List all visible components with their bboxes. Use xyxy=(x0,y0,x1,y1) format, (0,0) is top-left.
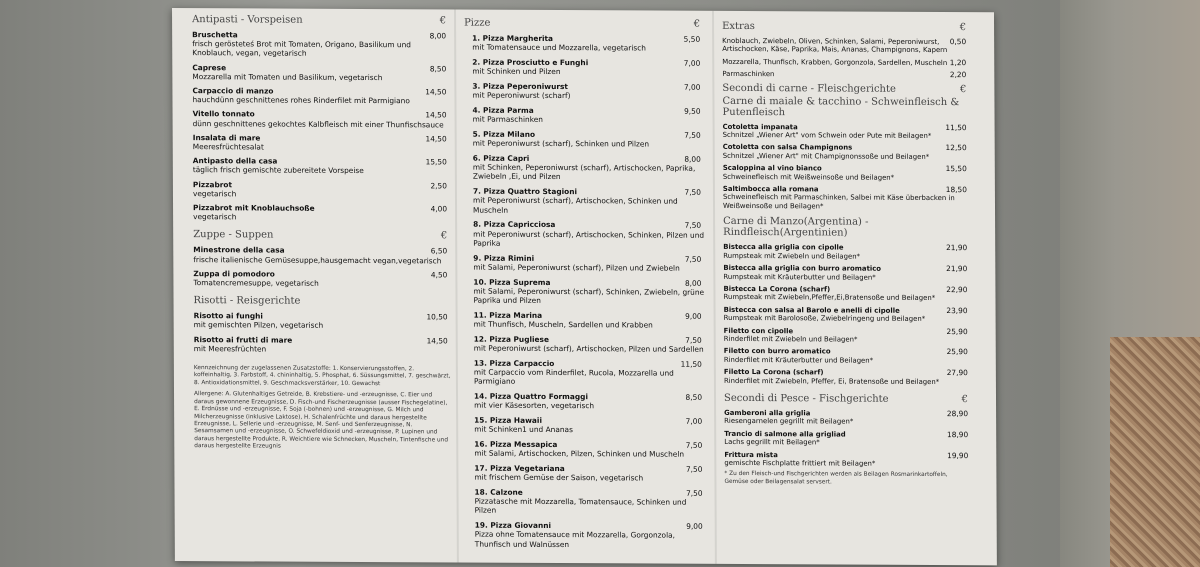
menu-item xyxy=(464,34,704,54)
dish-price: 25,90 xyxy=(946,326,968,336)
dish-description: mit Schinken, Peperoniwurst (scharf), Artischocken, Paprika, Zwiebeln ,Ei, und Pilzen xyxy=(472,162,696,182)
menu-item xyxy=(724,306,972,324)
dish-description: frische italienische Gemüsesuppe,hausgemacht vegan,vegetarisch xyxy=(193,254,442,266)
menu-item xyxy=(465,277,705,306)
menu-item xyxy=(466,488,706,517)
dish-description: Mozzarella, Thunfisch, Krabben, Gorgonzola, Sardellen, Muscheln xyxy=(722,57,948,67)
menu-item xyxy=(192,30,450,59)
menu-item xyxy=(194,335,452,355)
menu-item xyxy=(192,86,450,106)
section-title: Antipasti - Vorspeisen € xyxy=(192,14,447,27)
dish-description: Rumpsteak mit Zwiebeln,Pfeffer,Ei,Bratensoße und Beilagen* xyxy=(723,293,936,303)
dish-description: Schweinefleisch mit Weißweinsoße und Beilagen* xyxy=(722,172,895,182)
dish-price: 7,50 xyxy=(685,335,702,345)
dish-description: Schnitzel „Wiener Art" vom Schwein oder Pute mit Beilagen* xyxy=(722,130,932,141)
dish-description: Lachs gegrillt mit Beilagen* xyxy=(724,438,820,447)
dish-name: Minestrone della casa xyxy=(193,245,285,256)
dish-description: mit gemischten Pilzen, vegetarisch xyxy=(193,320,324,331)
dish-description: mit Parmaschinken xyxy=(472,114,543,125)
dish-description: mit Salami, Peperoniwurst (scharf), Pilzen und Zwiebeln xyxy=(473,262,680,273)
dish-description: mit Thunfisch, Muscheln, Sardellen und Krabben xyxy=(473,319,653,330)
dish-name: Risotto ai funghi xyxy=(193,311,263,321)
dish-name: 7. Pizza Quattro Stagioni xyxy=(472,186,578,197)
dish-price: 8,00 xyxy=(684,154,701,164)
dish-name: Filetto con burro aromatico xyxy=(723,347,831,356)
allergens-note: Allergene: A. Glutenhaltiges Getreide, B. Krebstiere- und -erzeugnisse, C. Eier und daraus gewonnene Erzeugnisse, D. Fisch-und Fischerzeugnisse (ausser Fischegelatine), E. Erdnüsse und -erzeugnisse, F. Soja (-bohnen) und -erzeugnisse, G. Milch und Milcherzeugnisse (inklusive Laktose), H. Schalenfrüchte und daraus hergestellte Erzeugnisse, L. Sellerie und -erzeugnisse, M. Senf- und Senferzeugnisse, N. Sesamsamen und -erzeugnisse, O. Schwefeldioxid und -erzeugnisse, P. Lupinen und daraus hergestellte Produkte, R. Weichtiere wie Schnecken, Muscheln, Tintenfische und daraus hergestellte Erzeugnis xyxy=(194,391,449,450)
menu-item xyxy=(723,164,971,182)
dish-name: Filetto con cipolle xyxy=(723,326,794,335)
section-title: Pizze € xyxy=(464,17,701,30)
dish-description: Tomatencremesuppe, vegetarisch xyxy=(193,278,319,288)
menu-item xyxy=(193,269,451,289)
dish-description: Mozzarella mit Tomaten und Basilikum, vegetarisch xyxy=(192,71,383,82)
menu-item xyxy=(466,392,706,412)
dish-description: mit Peperoniwurst (scharf), Artischocken, Schinken, Pilzen und Paprika xyxy=(473,229,705,248)
dish-name: Pizzabrot xyxy=(192,179,233,189)
dish-price: 9,00 xyxy=(685,311,702,321)
section-title: Zuppe - Suppen € xyxy=(193,229,448,242)
dish-name: 12. Pizza Pugliese xyxy=(473,334,549,344)
dish-name: 11. Pizza Marina xyxy=(473,310,543,320)
dish-name: Antipasto della casa xyxy=(192,156,278,166)
menu-item xyxy=(193,203,451,223)
dish-name: Frittura mista xyxy=(724,450,778,459)
dish-description: Meeresfrüchtesalat xyxy=(192,142,264,152)
menu-item xyxy=(465,187,705,216)
dish-name: Bistecca La Corona (scharf) xyxy=(723,284,831,294)
dish-description: mit Tomatensauce und Mozzarella, vegetarisch xyxy=(472,42,647,53)
dish-price: 7,50 xyxy=(684,254,702,264)
menu-item xyxy=(466,464,706,484)
menu-item xyxy=(723,264,971,282)
menu-item xyxy=(467,521,707,550)
menu-item xyxy=(464,82,704,102)
menu-item xyxy=(724,347,972,365)
dish-name: 19. Pizza Giovanni xyxy=(474,520,552,531)
dish-description: Schweinefleisch mit Parmaschinken, Salbei mit Käse überbacken in Weißweinsoße und Beilagen* xyxy=(722,193,955,211)
menu-item xyxy=(464,106,704,126)
menu-item xyxy=(723,123,971,141)
dish-name: 15. Pizza Hawaii xyxy=(474,415,543,425)
dish-price: 8,50 xyxy=(429,63,447,74)
dish-name: 16. Pizza Messapica xyxy=(474,439,558,450)
section-title: Secondi di carne - Fleischgerichte € xyxy=(722,82,967,95)
menu-item xyxy=(193,133,451,153)
menu-item xyxy=(722,70,970,80)
dish-price: 18,90 xyxy=(947,429,969,439)
dish-description: mit Meeresfrüchten xyxy=(193,343,267,354)
dish-price: 19,90 xyxy=(947,450,969,460)
dish-description: mit Peperoniwurst (scharf), Schinken und Pilzen xyxy=(472,138,650,149)
dish-price: 23,90 xyxy=(946,305,968,315)
dish-description: mit Salami, Peperoniwurst (scharf), Schinken, Zwiebeln, grüne Paprika und Pilzen xyxy=(473,286,705,305)
dish-price: 9,00 xyxy=(686,521,703,532)
menu-item xyxy=(466,310,706,330)
dish-price: 7,00 xyxy=(685,416,703,426)
dish-description: mit Peperoniwurst (scharf), Artischocken, Pilzen und Sardellen xyxy=(473,343,704,354)
dish-name: Bruschetta xyxy=(192,30,238,40)
menu-item xyxy=(465,253,705,273)
dish-name: Scaloppina al vino bianco xyxy=(722,164,822,173)
dish-price: 7,50 xyxy=(684,221,702,231)
dish-price: 1,20 xyxy=(949,57,967,67)
dish-description: vegetarisch xyxy=(192,188,237,199)
dish-name: 8. Pizza Capricciosa xyxy=(473,219,556,230)
dish-description: Rumpsteak mit Barolosoße, Zwiebelringeng und Beilagen* xyxy=(723,314,926,324)
dish-name: Risotto ai frutti di mare xyxy=(193,334,293,345)
dish-price: 8,00 xyxy=(429,31,447,41)
dish-price: 2,50 xyxy=(430,180,447,191)
menu-column-pizze xyxy=(464,18,707,564)
dish-description: Rumpsteak mit Zwiebeln und Beilagen* xyxy=(723,251,861,261)
menu-fold-line xyxy=(712,11,717,564)
dish-price: 4,00 xyxy=(430,204,448,214)
section-title: Risotti - Reisgerichte xyxy=(193,295,301,307)
menu-item xyxy=(724,368,972,386)
dish-description: gemischte Fischplatte frittiert mit Beilagen* xyxy=(724,458,876,468)
menu-item xyxy=(466,416,706,436)
dish-name: Saltimbocca alla romana xyxy=(722,184,819,194)
dish-price: 7,50 xyxy=(684,187,701,197)
menu-fold-line xyxy=(454,9,459,562)
dish-name: 14. Pizza Quattro Formaggi xyxy=(473,391,588,402)
dish-price: 14,50 xyxy=(425,134,447,144)
dish-price: 8,00 xyxy=(684,278,702,288)
dish-price: 9,50 xyxy=(684,106,701,116)
menu-item xyxy=(724,326,972,344)
dish-price: 4,50 xyxy=(430,270,448,280)
menu-item xyxy=(466,440,706,460)
dish-price: 14,50 xyxy=(425,110,447,120)
dish-name: 5. Pizza Milano xyxy=(472,129,536,139)
dish-description: Knoblauch, Zwiebeln, Oliven, Schinken, Salami, Peperoniwurst, Artischocken, Käse, Paprika, Mais, Ananas, Champignons, Kapern xyxy=(722,36,948,55)
dish-description: mit frischem Gemüse der Saison, vegetarisch xyxy=(474,472,644,483)
section-title: Carne di maiale & tacchino - Schweinfleisch & Putenfleisch xyxy=(722,95,960,118)
currency-symbol: € xyxy=(959,83,967,95)
menu-item xyxy=(194,311,452,331)
section-title: Secondi di Pesce - Fischgerichte € xyxy=(723,392,969,406)
dish-description: Rumpsteak mit Kräuterbutter und Beilagen* xyxy=(723,272,876,282)
dish-name: 4. Pizza Parma xyxy=(472,105,534,115)
carpet xyxy=(1110,337,1200,567)
side-dish-footnote: * Zu den Fleisch-und Fischgerichten werden als Beilagen Rosmarinkartoffeln, Gemüse oder Beilagensalat servsert. xyxy=(724,471,948,486)
dish-price: 8,50 xyxy=(685,392,703,402)
dish-price: 14,50 xyxy=(426,336,448,346)
dish-description: mit Schinken1 und Ananas xyxy=(474,424,573,435)
currency-symbol: € xyxy=(959,22,967,34)
menu-item xyxy=(466,334,706,354)
dish-description: Rinderfilet mit Kräuterbutter und Beilagen* xyxy=(723,355,874,365)
currency-symbol: € xyxy=(693,18,701,30)
menu-item xyxy=(465,154,705,183)
dish-description: Riesengarnelen gegrillt mit Beilagen* xyxy=(724,417,854,426)
dish-price: 7,00 xyxy=(683,82,701,92)
dish-name: 3. Pizza Peperoniwurst xyxy=(472,81,568,92)
dish-price: 27,90 xyxy=(946,368,968,378)
dish-description: Schnitzel „Wiener Art" mit Champignonssoße und Beilagen* xyxy=(722,151,930,161)
dish-price: 21,90 xyxy=(946,243,968,253)
menu-item xyxy=(465,220,705,249)
menu-item xyxy=(722,37,970,55)
currency-symbol: € xyxy=(439,15,447,27)
dish-name: Filetto La Corona (scharf) xyxy=(723,368,824,377)
dish-name: 6. Pizza Capri xyxy=(472,153,530,163)
dish-name: Vitello tonnato xyxy=(192,109,255,119)
currency-symbol: € xyxy=(961,394,969,406)
dish-description: mit Schinken und Pilzen xyxy=(472,66,561,77)
dish-description: mit Salami, Artischocken, Pilzen, Schinken und Muscheln xyxy=(474,448,685,459)
dish-name: Pizzabrot mit Knoblauchsoße xyxy=(193,203,315,213)
dish-price: 14,50 xyxy=(425,87,447,97)
dish-name: 2. Pizza Prosciutto e Funghi xyxy=(472,57,589,68)
dish-name: Zuppa di pomodoro xyxy=(193,268,275,279)
dish-description: mit vier Käsesorten, vegetarisch xyxy=(474,400,595,411)
dish-name: Insalata di mare xyxy=(192,132,261,143)
dish-name: Gamberoni alla griglia xyxy=(724,408,811,418)
menu-item xyxy=(466,358,706,387)
menu-item xyxy=(193,180,451,200)
additives-note: Kennzeichnung der zugelassenen Zusatzstoffe: 1. Konservierungsstoffen, 2. koffeinhaltig, 3. Farbstoff, 4. chininhaltig, 5. Phosphat, 6. Süssungsmittel, 7. geschwärzt, 8. Antioxidationsmittel, 9. Geschmacksverstärker, 10. Gewachst xyxy=(193,365,451,387)
dish-price: 6,50 xyxy=(430,246,448,256)
dish-description: hauchdünn geschnittenes rohes Rinderfilet mit Parmigiano xyxy=(192,95,410,106)
menu-item xyxy=(193,156,451,176)
menu-item xyxy=(724,450,972,468)
dish-price: 15,50 xyxy=(425,157,447,167)
menu-item xyxy=(193,110,451,130)
dish-price: 18,50 xyxy=(945,185,967,195)
dish-description: Parmaschinken xyxy=(722,70,775,79)
dish-description: vegetarisch xyxy=(193,212,237,222)
dish-price: 21,90 xyxy=(946,264,968,274)
dish-price: 28,90 xyxy=(946,409,969,419)
dish-name: Trancio di salmone alla grigliad xyxy=(724,429,846,439)
dish-description: mit Peperoniwurst (scharf), Artischocken, Schinken und Muscheln xyxy=(472,195,678,215)
menu-item xyxy=(192,63,450,83)
dish-price: 12,50 xyxy=(945,143,967,153)
currency-symbol: € xyxy=(440,230,448,242)
menu-column-antipasti xyxy=(192,14,453,562)
dish-price: 7,50 xyxy=(686,488,703,498)
dish-name: Carpaccio di manzo xyxy=(192,86,274,96)
dish-name: 18. Calzone xyxy=(474,487,523,497)
dish-price: 11,50 xyxy=(680,359,702,369)
menu-item xyxy=(723,285,971,303)
dish-price: 5,50 xyxy=(683,34,701,44)
dish-price: 7,00 xyxy=(683,58,701,68)
menu-item xyxy=(724,409,972,427)
dish-description: mit Peperoniwurst (scharf) xyxy=(472,90,571,101)
dish-description: dünn geschnittenes gekochtes Kalbfleisch mit einer Thunfischsauce xyxy=(192,118,444,130)
dish-name: Caprese xyxy=(192,62,227,72)
dish-name: 1. Pizza Margherita xyxy=(472,33,554,43)
dish-name: 13. Pizza Carpaccio xyxy=(473,358,555,368)
dish-name: Bistecca con salsa al Barolo e anelli di cipolle xyxy=(723,305,900,315)
dish-price: 25,90 xyxy=(946,347,968,357)
dish-price: 7,50 xyxy=(685,440,703,450)
dish-price: 11,50 xyxy=(945,122,967,132)
menu-item xyxy=(193,246,451,266)
menu-item xyxy=(722,58,970,68)
menu-item xyxy=(723,243,971,261)
dish-price: 7,50 xyxy=(685,464,703,474)
menu-item xyxy=(723,143,971,161)
section-title: Carne di Manzo(Argentina) - Rindfleisch(Argentinien) xyxy=(723,216,869,239)
menu-item xyxy=(724,430,972,448)
dish-description: Rinderfilet mit Zwiebeln und Beilagen* xyxy=(723,334,858,344)
dish-description: täglich frisch gemischte zubereitete Vorspeise xyxy=(192,165,364,176)
dish-name: 10. Pizza Suprema xyxy=(473,277,551,287)
dish-name: Cotoletta impanata xyxy=(722,122,798,131)
dish-price: 0,50 xyxy=(949,37,967,47)
menu-item xyxy=(465,130,705,150)
menu-item xyxy=(723,185,971,212)
section-title: Extras € xyxy=(722,20,967,34)
dish-name: Cotoletta con salsa Champignons xyxy=(722,143,853,153)
dish-name: Bistecca alla griglia con burro aromatico xyxy=(723,263,882,273)
dish-description: Pizza ohne Tomatensauce mit Mozzarella, Gorgonzola, Thunfisch und Walnüssen xyxy=(474,530,676,549)
dish-description: Rinderfilet mit Zwiebeln, Pfeffer, Ei, Bratensoße und Beilagen* xyxy=(723,376,940,386)
dish-price: 10,50 xyxy=(426,312,448,322)
dish-name: 17. Pizza Vegetariana xyxy=(474,463,565,474)
dish-price: 7,50 xyxy=(684,130,701,140)
dish-description: Pizzatasche mit Mozzarella, Tomatensauce, Schinken und Pilzen xyxy=(474,496,687,516)
dish-description: mit Carpaccio vom Rinderfilet, Rucola, Mozzarella und Parmigiano xyxy=(473,367,674,387)
menu-item xyxy=(464,58,704,78)
dish-price: 22,90 xyxy=(946,284,968,295)
dish-name: 9. Pizza Rimini xyxy=(473,253,535,263)
dish-price: 15,50 xyxy=(945,164,967,174)
dish-name: Bistecca alla griglia con cipolle xyxy=(723,243,844,252)
restaurant-menu xyxy=(172,8,997,565)
dish-price: 2,20 xyxy=(949,70,967,80)
menu-column-secondi xyxy=(722,21,973,565)
dish-description: frisch gerösteteś Brot mit Tomaten, Origano, Basilikum und Knoblauch, vegan, vegetarisch xyxy=(192,39,411,59)
